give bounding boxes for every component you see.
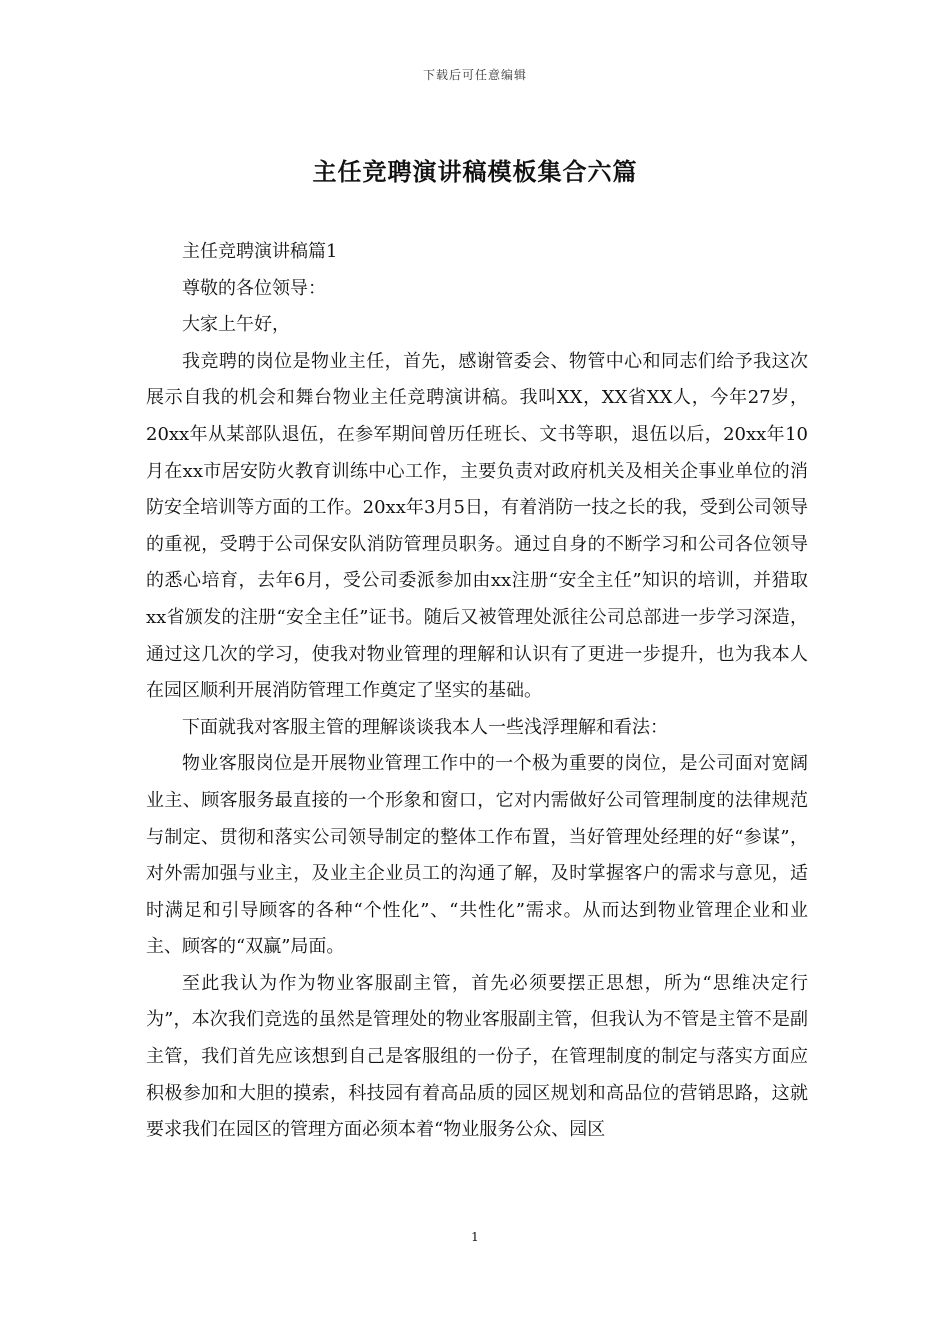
paragraph-approach: 至此我认为作为物业客服副主管，首先必须要摆正思想，所为“思维决定行为”，本次我们竞选的虽然是管理处的物业客服副主管，但我认为不管是主管不是副主管，我们首先应该想到自己是客服组的一份子，在管理制度的制定与落实方面应积极参加和大胆的摸索，科技园有着高品质的园区规划和高品位的营销思路，这就要求我们在园区的管理方面必须本着“物业服务公众、园区 bbox=[146, 972, 808, 1141]
document-body bbox=[146, 234, 808, 1149]
salutation: 尊敬的各位领导： bbox=[182, 277, 326, 299]
paragraph-transition: 下面就我对客服主管的理解谈谈我本人一些浅浮理解和看法： bbox=[182, 716, 668, 738]
section-heading: 主任竞聘演讲稿篇1 bbox=[182, 241, 338, 262]
header-note: 下载后可任意编辑 bbox=[422, 68, 527, 82]
paragraph-role-understanding: 物业客服岗位是开展物业管理工作中的一个极为重要的岗位，是公司面对宽阔业主、顾客服务最直接的一个形象和窗口，它对内需做好公司管理制度的法律规范与制定、贯彻和落实公司领导制定的整体工作布置，当好管理处经理的好“参谋”，对外需加强与业主，及业主企业员工的沟通了解，及时掌握客户的需求与意见，适时满足和引导顾客的各种“个性化”、“共性化”需求。从而达到物业管理企业和业主、顾客的“双赢”局面。 bbox=[146, 753, 808, 958]
greeting: 大家上午好， bbox=[182, 314, 290, 336]
page-number: 1 bbox=[471, 1230, 479, 1244]
paragraph-self-introduction: 我竞聘的岗位是物业主任，首先，感谢管委会、物管中心和同志们给予我这次展示自我的机会和舞台物业主任竞聘演讲稿。我叫XX，XX省XX人，今年27岁，20xx年从某部队退伍，在参军期间曾历任班长、文书等职，退伍以后，20xx年10月在xx市居安防火教育训练中心工作，主要负责对政府机关及相关企事业单位的消防安全培训等方面的工作。20xx年3月5日，有着消防一技之长的我，受到公司领导的重视，受聘于公司保安队消防管理员职务。通过自身的不断学习和公司各位领导的悉心培育，去年6月，受公司委派参加由xx注册“安全主任”知识的培训，并猎取xx省颁发的注册“安全主任”证书。随后又被管理处派往公司总部进一步学习深造，通过这几次的学习，使我对物业管理的理解和认识有了更进一步提升，也为我本人在园区顺利开展消防管理工作奠定了坚实的基础。 bbox=[146, 350, 808, 702]
document-title: 主任竞聘演讲稿模板集合六篇 bbox=[312, 157, 638, 186]
